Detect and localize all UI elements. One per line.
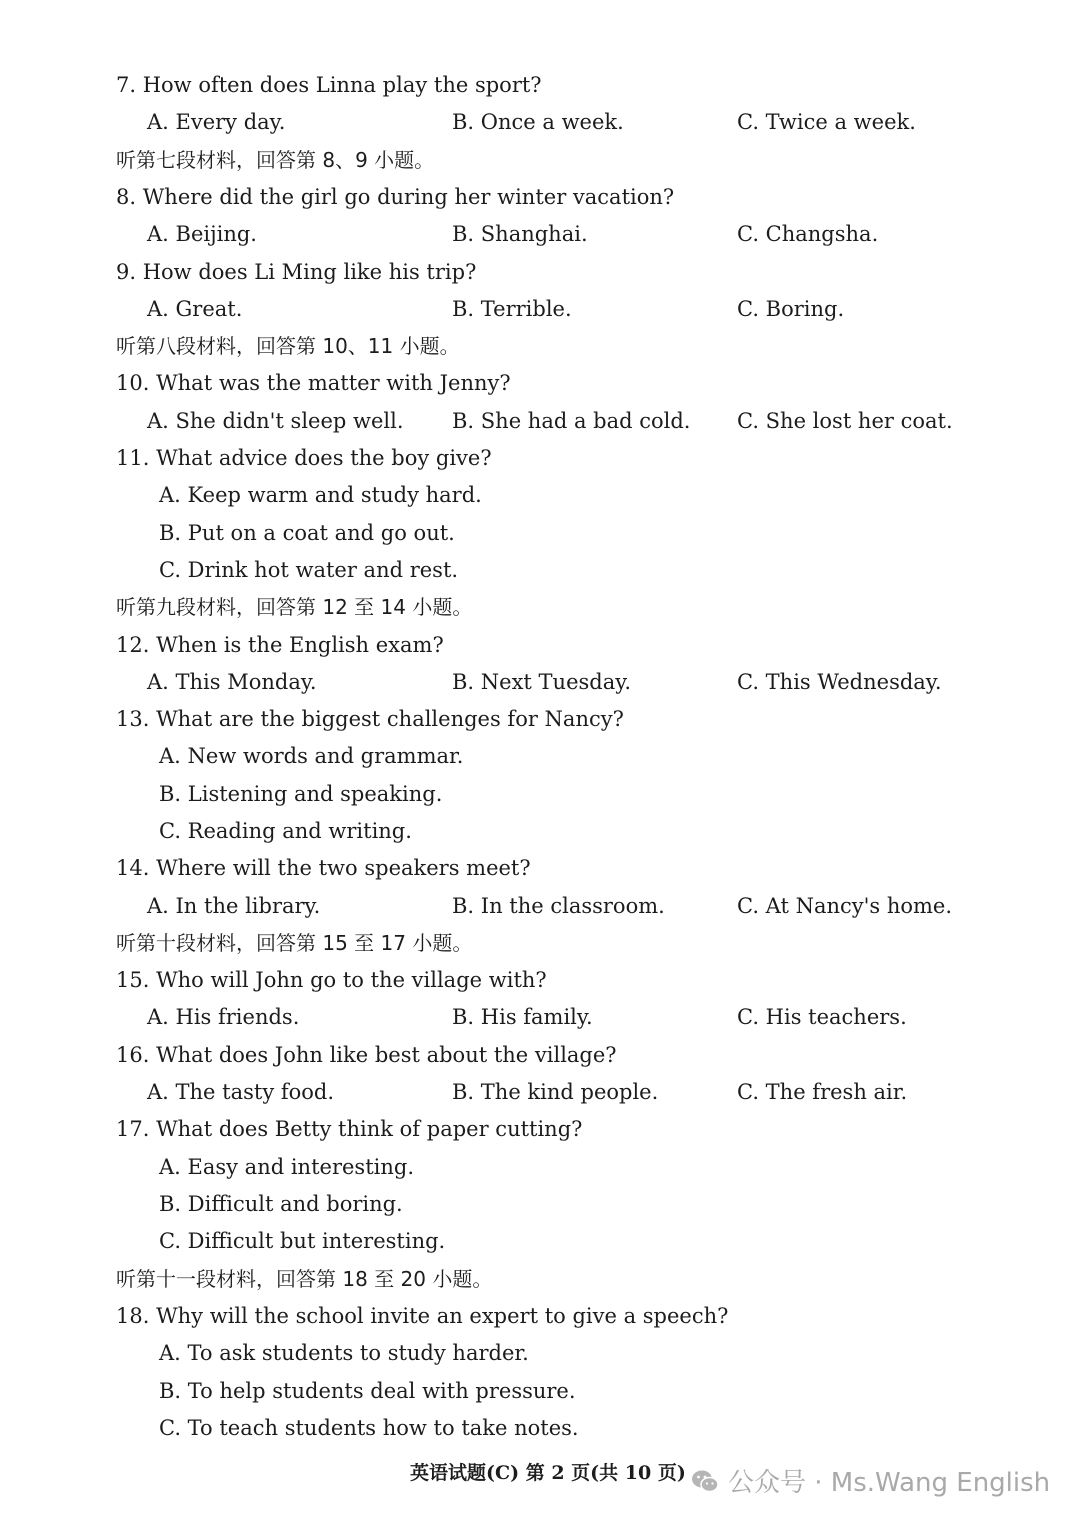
option-row (147, 221, 987, 247)
option-a: A. Keep warm and study hard. (159, 483, 482, 507)
option-row (147, 109, 987, 135)
option-a: A. New words and grammar. (159, 744, 464, 768)
option-c: C. To teach students how to take notes. (159, 1416, 579, 1440)
question-text: 12. When is the English exam? (116, 633, 444, 657)
question-text: 15. Who will John go to the village with? (116, 968, 547, 992)
question-text: 11. What advice does the boy give? (116, 446, 492, 470)
option-b: B. Once a week. (452, 110, 624, 134)
option-c: C. Changsha. (737, 222, 879, 246)
option-c: C. At Nancy's home. (737, 894, 953, 918)
option-b: B. Terrible. (452, 297, 572, 321)
option-a: A. To ask students to study harder. (159, 1341, 529, 1365)
section-instruction: 听第九段材料，回答第 12 至 14 小题。 (116, 595, 473, 619)
option-a: A. Great. (147, 297, 243, 321)
option-c: C. Reading and writing. (159, 819, 412, 843)
option-a: A. Beijing. (147, 222, 257, 246)
question-text: 13. What are the biggest challenges for Nancy? (116, 707, 624, 731)
question-text: 16. What does John like best about the village? (116, 1043, 617, 1067)
section-instruction: 听第七段材料，回答第 8、9 小题。 (116, 148, 435, 172)
option-b: B. In the classroom. (452, 894, 665, 918)
question-text: 18. Why will the school invite an expert to give a speech? (116, 1304, 729, 1328)
option-row (147, 296, 987, 322)
option-a: A. This Monday. (147, 670, 317, 694)
option-a: A. In the library. (147, 894, 321, 918)
watermark-text: 公众号 · Ms.Wang English (728, 1468, 1051, 1498)
option-row (147, 1079, 987, 1105)
option-a: A. His friends. (147, 1005, 300, 1029)
option-row (147, 893, 987, 919)
section-instruction: 听第八段材料，回答第 10、11 小题。 (116, 334, 460, 358)
option-b: B. She had a bad cold. (452, 409, 691, 433)
question-text: 17. What does Betty think of paper cutting? (116, 1117, 583, 1141)
option-c: C. His teachers. (737, 1005, 907, 1029)
option-c: C. She lost her coat. (737, 409, 953, 433)
watermark (690, 1462, 1050, 1499)
question-text: 9. How does Li Ming like his trip? (116, 260, 477, 284)
option-c: C. Twice a week. (737, 110, 916, 134)
option-b: B. Next Tuesday. (452, 670, 631, 694)
option-c: C. The fresh air. (737, 1080, 908, 1104)
option-c: C. This Wednesday. (737, 670, 942, 694)
option-row (147, 1004, 987, 1030)
option-a: A. The tasty food. (147, 1080, 335, 1104)
option-b: B. Shanghai. (452, 222, 588, 246)
question-text: 10. What was the matter with Jenny? (116, 371, 511, 395)
section-instruction: 听第十一段材料，回答第 18 至 20 小题。 (116, 1267, 493, 1291)
section-instruction: 听第十段材料，回答第 15 至 17 小题。 (116, 931, 473, 955)
option-row (147, 408, 987, 434)
question-text: 8. Where did the girl go during her winter vacation? (116, 185, 675, 209)
option-b: B. Listening and speaking. (159, 782, 443, 806)
option-a: A. Easy and interesting. (159, 1155, 414, 1179)
option-c: C. Drink hot water and rest. (159, 558, 459, 582)
option-row (147, 669, 987, 695)
question-text: 7. How often does Linna play the sport? (116, 73, 542, 97)
wechat-icon (690, 1466, 720, 1496)
page-footer: 英语试题(C) 第 2 页(共 10 页) (410, 1462, 686, 1484)
option-b: B. To help students deal with pressure. (159, 1379, 576, 1403)
option-b: B. Put on a coat and go out. (159, 521, 455, 545)
option-a: A. She didn't sleep well. (147, 409, 404, 433)
option-b: B. His family. (452, 1005, 593, 1029)
option-c: C. Difficult but interesting. (159, 1229, 446, 1253)
option-b: B. The kind people. (452, 1080, 659, 1104)
option-a: A. Every day. (147, 110, 286, 134)
option-c: C. Boring. (737, 297, 845, 321)
question-text: 14. Where will the two speakers meet? (116, 856, 531, 880)
option-b: B. Difficult and boring. (159, 1192, 403, 1216)
